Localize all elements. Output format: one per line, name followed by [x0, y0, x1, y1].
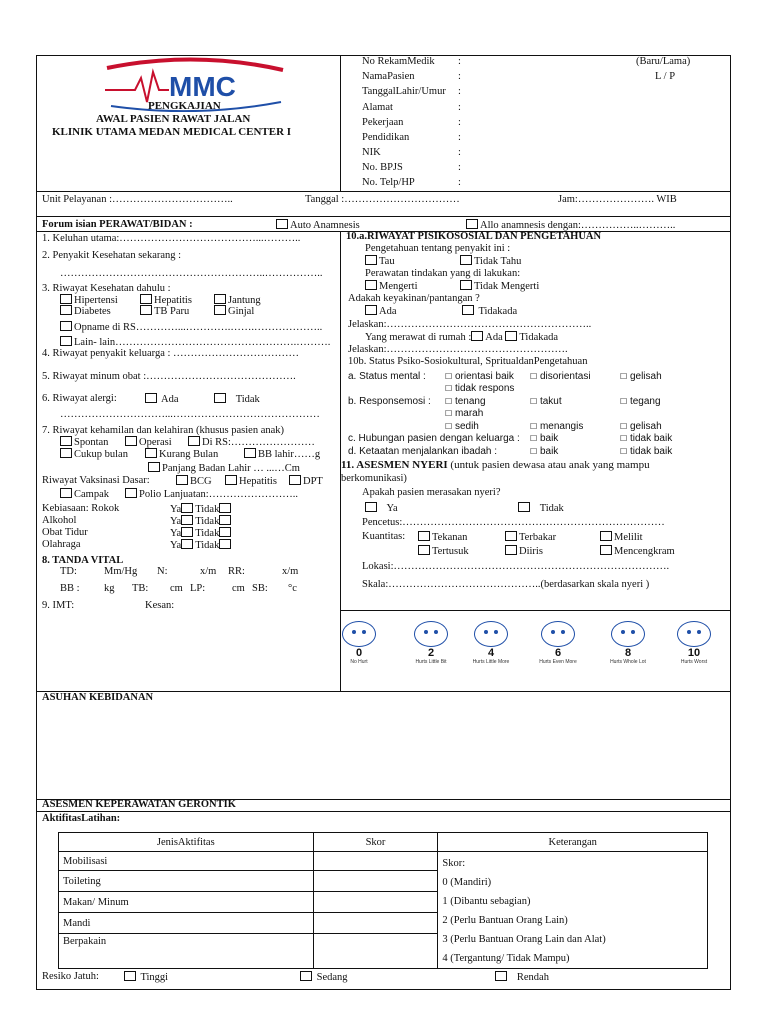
logo-text: MMC	[169, 71, 236, 102]
mengerti-checkbox[interactable]	[365, 280, 377, 290]
row-label: Berpakain	[59, 934, 314, 969]
lain-checkbox[interactable]	[60, 336, 72, 346]
opt-nyeri-tidak: Tidak	[518, 502, 564, 514]
title-1: PENGKAJIAN	[148, 100, 221, 112]
row-label: Toileting	[59, 871, 314, 892]
skor-cell[interactable]	[313, 892, 438, 913]
opt-marah: ☐ marah	[445, 408, 484, 419]
face-num: 6	[554, 647, 562, 659]
olahraga-tidak-checkbox[interactable]	[219, 539, 231, 549]
face-6-icon	[541, 621, 575, 647]
opt-tegang: ☐ tegang	[620, 396, 661, 407]
riwayat-obat: 5. Riwayat minum obat :…………………………………….	[42, 371, 296, 382]
opt-kurang: Kurang Bulan	[145, 448, 218, 460]
face-num: 2	[427, 647, 435, 659]
kurang-checkbox[interactable]	[145, 448, 157, 458]
kebiasaan-obat-tidur: Obat Tidur	[42, 527, 88, 538]
vital-xm2: x/m	[282, 566, 299, 577]
header-bottom-line	[36, 191, 731, 192]
field-nama: NamaPasien	[362, 71, 415, 82]
colon: :	[458, 132, 461, 143]
keyakinan: Adakah keyakinan/pantangan ?	[348, 293, 480, 304]
opt-hepatitis: Hepatitis	[140, 294, 192, 306]
merawat-ada-checkbox[interactable]	[471, 331, 483, 341]
face-caption: Hurts Even More	[539, 659, 577, 665]
status-psiko: 10b. Status Psiko-Sosiokultural, SpritualdanPengetahuan	[348, 356, 588, 367]
terbakar-checkbox[interactable]	[505, 531, 517, 541]
opt-gelisah: ☐ gelisah	[620, 371, 662, 382]
opt-disorientasi: ☐ disorientasi	[530, 371, 591, 382]
tekanan-checkbox[interactable]	[418, 531, 430, 541]
table-header	[59, 833, 708, 852]
bcg-checkbox[interactable]	[176, 475, 188, 485]
vital-bb: BB :	[60, 583, 80, 594]
opt-sedang: Sedang	[300, 971, 348, 983]
opt-diabetes: Diabetes	[60, 305, 111, 317]
skala: Skala:……………………………………..(berdasarkan skala nyeri )	[362, 579, 650, 590]
vital-rr: RR:	[228, 566, 245, 577]
colon: :	[458, 86, 461, 97]
colon: :	[458, 147, 461, 158]
opt-jantung: Jantung	[214, 294, 261, 306]
field-alamat: Alamat	[362, 102, 393, 113]
opt-takut: ☐ takut	[530, 396, 562, 407]
vital-n: N:	[157, 566, 168, 577]
opt-mengerti: Mengerti	[365, 280, 418, 292]
alkohol-ya: Ya Tidak	[170, 515, 233, 527]
apakah-nyeri: Apakah pasien merasakan nyeri?	[362, 487, 501, 498]
opt-cukup: Cukup bulan	[60, 448, 128, 460]
opt-nyeri-ya: Ya	[365, 502, 398, 514]
unit-pelayanan: Unit Pelayanan :……………………………..	[42, 194, 233, 205]
olahraga-ya-checkbox[interactable]	[181, 539, 193, 549]
colon: :	[458, 162, 461, 173]
auto-anamnesis-checkbox[interactable]	[276, 219, 288, 229]
hepatitis-checkbox[interactable]	[140, 294, 152, 304]
opt-gelisah-2: ☐ gelisah	[620, 421, 662, 432]
opt-hipertensi: Hipertensi	[60, 294, 118, 306]
opt-orientasi: ☐ orientasi baik	[445, 371, 514, 382]
gerontik-line	[36, 811, 731, 812]
keluhan-utama: 1. Keluhan utama:…………………………………...………..	[42, 233, 301, 244]
header-keterangan: Keterangan	[438, 833, 708, 852]
colon: :	[458, 102, 461, 113]
unit-line	[36, 216, 731, 217]
opt-hubungan-tidak-baik: ☐ tidak baik	[620, 433, 673, 444]
spontan-checkbox[interactable]	[60, 436, 72, 446]
gender-lp: L / P	[655, 71, 676, 82]
jam: Jam:…………………. WIB	[558, 194, 677, 205]
keyakinan-ada-checkbox[interactable]	[365, 305, 377, 315]
skor-cell[interactable]	[313, 871, 438, 892]
mencengkram-checkbox[interactable]	[600, 545, 612, 555]
alergi-dots: …………………………...……………………………………	[60, 409, 320, 420]
riwayat-kehamilan: 7. Riwayat kehamilan dan kelahiran (khusus pasien anak)	[42, 425, 285, 436]
face-num: 4	[487, 647, 495, 659]
colon: :	[458, 56, 461, 67]
opt-operasi: Operasi	[125, 436, 172, 448]
hepatitis-vaksin-checkbox[interactable]	[225, 475, 237, 485]
note-line: 3 (Perlu Bantuan Orang Lain dan Alat)	[442, 934, 606, 945]
vital-mmhg: Mm/Hg	[104, 566, 138, 577]
vital-cm2: cm	[232, 583, 245, 594]
colon: :	[458, 117, 461, 128]
vital-td: TD:	[60, 566, 77, 577]
allo-anamnesis-checkbox[interactable]	[466, 219, 478, 229]
perawatan: Perawatan tindakan yang di lakukan:	[365, 268, 521, 279]
ketaatan-ibadah: d. Ketaatan menjalankan ibadah :	[348, 446, 497, 457]
note-line: 1 (Dibantu sebagian)	[442, 896, 531, 907]
face-0-icon	[342, 621, 376, 647]
pengetahuan: Pengetahuan tentang penyakit ini :	[365, 243, 511, 254]
nyeri-ya-checkbox[interactable]	[365, 502, 377, 512]
kebiasaan-rokok: Kebiasaan: Rokok	[42, 503, 120, 514]
alkohol-ya-checkbox[interactable]	[181, 515, 193, 525]
title-2: AWAL PASIEN RAWAT JALAN	[96, 113, 251, 125]
table-row	[59, 852, 708, 871]
kesan: Kesan:	[145, 600, 175, 611]
cukup-checkbox[interactable]	[60, 448, 72, 458]
hubungan-keluarga: c. Hubungan pasien dengan keluarga :	[348, 433, 520, 444]
opt-spontan: Spontan	[60, 436, 108, 448]
opt-ibadah-tidak-baik: ☐ tidak baik	[620, 446, 673, 457]
opt-hubungan-baik: ☐ baik	[530, 433, 559, 444]
opt-tekanan: Tekanan	[418, 531, 467, 543]
jantung-checkbox[interactable]	[214, 294, 226, 304]
sedang-checkbox[interactable]	[300, 971, 312, 981]
opt-keyakinan-tidakada: Tidakada	[462, 305, 517, 317]
opt-ginjal: Ginjal	[214, 305, 254, 317]
face-num: 0	[355, 647, 363, 659]
kebiasaan-olahraga: Olahraga	[42, 539, 81, 550]
allo-anamnesis: Allo anamnesis dengan:……………..………..	[466, 219, 675, 231]
skor-cell[interactable]	[313, 913, 438, 934]
opt-sedih: ☐ sedih	[445, 421, 479, 432]
face-10-icon	[677, 621, 711, 647]
opt-menangis: ☐ menangis	[530, 421, 584, 432]
dirs-checkbox[interactable]	[188, 436, 200, 446]
hipertensi-checkbox[interactable]	[60, 294, 72, 304]
asuhan-kebidanan: ASUHAN KEBIDANAN	[42, 692, 154, 703]
face-2-icon	[414, 621, 448, 647]
tbparu-checkbox[interactable]	[140, 305, 152, 315]
opt-diiris: Diiris	[505, 545, 543, 557]
opt-bcg: BCG	[176, 475, 212, 487]
kuantitas: Kuantitas:	[362, 531, 406, 542]
panjang-checkbox[interactable]	[148, 462, 160, 472]
opt-lain: Lain- lain…………………………………………….……….	[60, 336, 330, 348]
riwayat-keluarga: 4. Riwayat penyakit keluarga : ………………………………	[42, 348, 300, 359]
berkomunikasi: berkomunikasi)	[341, 473, 407, 484]
opt-panjang: Panjang Badan Lahir … ...…Cm	[148, 462, 300, 474]
tidak-mengerti-checkbox[interactable]	[460, 280, 472, 290]
penyakit-sekarang-dots: …………………………………………………..……………..	[60, 268, 323, 279]
opt-tidak-mengerti: Tidak Mengerti	[460, 280, 539, 292]
diabetes-checkbox[interactable]	[60, 305, 72, 315]
imt: 9. IMT:	[42, 600, 75, 611]
obat-ya-checkbox[interactable]	[181, 527, 193, 537]
opt-melilit: Melilit	[600, 531, 643, 543]
resiko-jatuh: Resiko Jatuh:	[42, 971, 99, 982]
note-line: 4 (Tergantung/ Tidak Mampu)	[442, 953, 570, 964]
olahraga-ya: Ya Tidak	[170, 539, 233, 551]
aktifitas-table	[58, 832, 708, 969]
opt-tidak-tahu: Tidak Tahu	[460, 255, 521, 267]
tanggal: Tanggal :……………………………	[305, 194, 460, 205]
opt-mencengkram: Mencengkram	[600, 545, 675, 557]
status-mental: a. Status mental :	[348, 371, 426, 382]
face-num: 10	[687, 647, 701, 659]
field-telp: No. Telp/HP	[362, 177, 415, 188]
vital-lp: LP:	[190, 583, 206, 594]
tertusuk-checkbox[interactable]	[418, 545, 430, 555]
tau-checkbox[interactable]	[365, 255, 377, 265]
penyakit-sekarang: 2. Penyakit Kesehatan sekarang :	[42, 250, 182, 261]
asesmen-nyeri: 11. ASESMEN NYERI (untuk pasien dewasa atau anak yang mampu	[341, 459, 650, 471]
note-line: Skor:	[442, 858, 466, 869]
face-num: 8	[624, 647, 632, 659]
aktifitas-latihan: AktifitasLatihan:	[42, 813, 121, 824]
vital-cm: cm	[170, 583, 183, 594]
face-caption: Hurts Worst	[680, 659, 708, 665]
obat-ya: Ya Tidak	[170, 527, 233, 539]
kebiasaan-alkohol: Alkohol	[42, 515, 77, 526]
field-nik: NIK	[362, 147, 381, 158]
riwayat-alergi: 6. Riwayat alergi:	[42, 393, 117, 404]
face-caption: Hurts Whole Lot	[610, 659, 646, 665]
melilit-checkbox[interactable]	[600, 531, 612, 541]
alergi-tidak-checkbox[interactable]	[214, 393, 226, 403]
auto-anamnesis: Auto Anamnesis	[276, 219, 360, 231]
tinggi-checkbox[interactable]	[124, 971, 136, 981]
jelaskan-1: Jelaskan:…………………………………………………..	[348, 319, 592, 330]
opname-checkbox[interactable]	[60, 321, 72, 331]
vaksin-label: Riwayat Vaksinasi Dasar:	[42, 475, 150, 486]
vital-xm: x/m	[200, 566, 217, 577]
asesmen-gerontik: ASESMEN KEPERAWATAN GERONTIK	[42, 799, 236, 810]
colon: :	[458, 177, 461, 188]
opt-terbakar: Terbakar	[505, 531, 556, 543]
lokasi: Lokasi:…………………………………………………………………….	[362, 561, 670, 572]
face-caption: Hurts Little Bit	[415, 659, 447, 665]
alergi-ada: Ada	[145, 393, 179, 405]
alergi-tidak: Tidak	[214, 393, 260, 405]
diiris-checkbox[interactable]	[505, 545, 517, 555]
note-line: 0 (Mandiri)	[442, 877, 492, 888]
ginjal-checkbox[interactable]	[214, 305, 226, 315]
vital-sb: SB:	[252, 583, 268, 594]
nyeri-tidak-checkbox[interactable]	[518, 502, 530, 512]
face-caption: Hurts Little More	[472, 659, 510, 665]
header-jenis: JenisAktifitas	[59, 833, 314, 852]
operasi-checkbox[interactable]	[125, 436, 137, 446]
opt-tbparu: TB Paru	[140, 305, 189, 317]
baru-lama: (Baru/Lama)	[636, 56, 691, 67]
field-tgl-lahir: TanggalLahir/Umur	[362, 86, 446, 97]
opt-dirs: Di RS:……………………	[188, 436, 315, 448]
keyakinan-tidakada-checkbox[interactable]	[462, 305, 474, 315]
opt-hepatitis-vaksin: Hepatitis	[225, 475, 277, 487]
skor-cell[interactable]	[313, 852, 438, 871]
row-label: Makan/ Minum	[59, 892, 314, 913]
forum-label: Forum isian PERAWAT/BIDAN :	[42, 219, 193, 230]
field-bpjs: No. BPJS	[362, 162, 403, 173]
opt-opname: Opname di RS…………...………….…….………………..	[60, 321, 322, 333]
bblahir-checkbox[interactable]	[244, 448, 256, 458]
vital-deg: °c	[288, 583, 297, 594]
dpt-checkbox[interactable]	[289, 475, 301, 485]
rokok-tidak-checkbox[interactable]	[219, 503, 231, 513]
alkohol-tidak-checkbox[interactable]	[219, 515, 231, 525]
opt-ibadah-baik: ☐ baik	[530, 446, 559, 457]
row-label: Mandi	[59, 913, 314, 934]
tidak-tahu-checkbox[interactable]	[460, 255, 472, 265]
skor-notes	[438, 852, 708, 969]
skor-cell[interactable]	[313, 934, 438, 969]
note-line: 2 (Perlu Bantuan Orang Lain)	[442, 915, 568, 926]
colon: :	[458, 71, 461, 82]
title-3: KLINIK UTAMA MEDAN MEDICAL CENTER I	[52, 126, 292, 138]
opt-tau: Tau	[365, 255, 395, 267]
riwayat-psikososial: 10.a.RIWAYAT PISIKOSOSIAL DAN PENGETAHUAN	[346, 231, 602, 242]
alergi-ada-checkbox[interactable]	[145, 393, 157, 403]
rokok-ya: Ya Tidak	[170, 503, 233, 515]
opt-dpt: DPT	[289, 475, 323, 487]
tanda-vital: 8. TANDA VITAL	[42, 555, 124, 566]
opt-tenang: ☐ tenang	[445, 396, 486, 407]
vital-kg: kg	[104, 583, 115, 594]
polio-checkbox[interactable]	[125, 488, 137, 498]
rokok-ya-checkbox[interactable]	[181, 503, 193, 513]
opt-tinggi: Tinggi	[124, 971, 168, 983]
riwayat-dahulu: 3. Riwayat Kesehatan dahulu :	[42, 283, 171, 294]
field-pekerjaan: Pekerjaan	[362, 117, 404, 128]
field-pendidikan: Pendidikan	[362, 132, 410, 143]
opt-bblahir: BB lahir……g	[244, 448, 320, 460]
jelaskan-2: Jelaskan:…………………………………………….	[348, 344, 568, 355]
opt-rendah: Rendah	[495, 971, 549, 983]
pain-scale-top-line	[340, 610, 731, 611]
responsemosi: b. Responsemosi :	[348, 396, 431, 407]
obat-tidak-checkbox[interactable]	[219, 527, 231, 537]
field-rekam-medik: No RekamMedik	[362, 56, 435, 67]
opt-polio: Polio Lanjuatan:……………………..	[125, 488, 298, 500]
rendah-checkbox[interactable]	[495, 971, 507, 981]
campak-checkbox[interactable]	[60, 488, 72, 498]
opt-tertusuk: Tertusuk	[418, 545, 469, 557]
opt-campak: Campak	[60, 488, 109, 500]
pencetus: Pencetus:…………………………………………………………………	[362, 517, 665, 528]
row-label: Mobilisasi	[59, 852, 314, 871]
opt-keyakinan-ada: Ada	[365, 305, 397, 317]
face-caption: No Hurt	[350, 659, 368, 665]
merawat-tidakada-checkbox[interactable]	[505, 331, 517, 341]
merawat: Yang merawat di rumah : Ada Tidakada	[365, 332, 559, 343]
opt-tidak-respons: ☐ tidak respons	[445, 383, 515, 394]
header-skor: Skor	[313, 833, 438, 852]
header-divider	[340, 55, 341, 191]
face-8-icon	[611, 621, 645, 647]
face-4-icon	[474, 621, 508, 647]
vital-tb: TB:	[132, 583, 149, 594]
